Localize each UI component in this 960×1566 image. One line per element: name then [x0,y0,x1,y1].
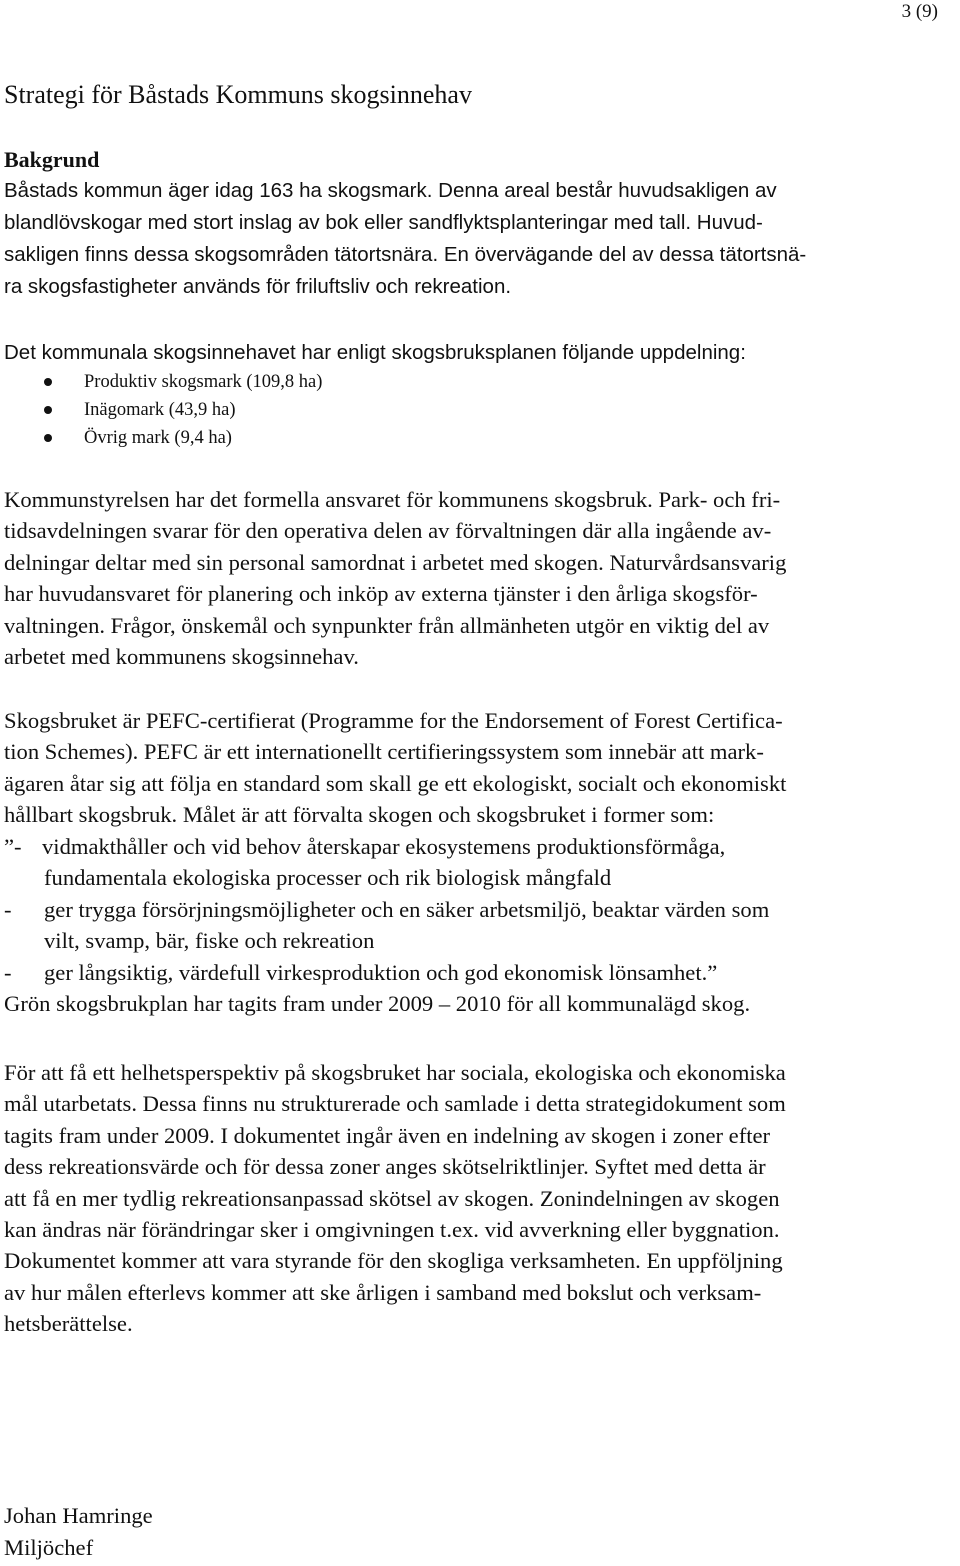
paragraph-line: delningar deltar med sin personal samordnat i arbetet med skogen. Naturvårdsansvarig [4,549,787,575]
signatory-role: Miljöchef [4,1535,94,1560]
paragraph-line: mål utarbetats. Dessa finns nu strukturerade och samlade i detta strategidokument som [4,1091,786,1117]
goal-text: vilt, svamp, bär, fiske och rekreation [44,928,375,954]
goal-item [4,831,959,894]
paragraph-line: dess rekreationsvärde och för dessa zoner anges skötselriktlinjer. Syftet med detta är [4,1154,766,1180]
page-number: 3 (9) [901,1,938,22]
paragraph-line: hetsberättelse. [4,1311,133,1337]
paragraph-line: arbetet med kommunens skogsinnehav. [4,644,359,670]
paragraph-line: tagits fram under 2009. I dokumentet ingår även en indelning av skogen i zoner efter [4,1122,771,1148]
goal-text: ger långsiktig, värdefull virkesproduktion och god ekonomisk lönsamhet.” [44,959,718,985]
paragraph-line: tidsavdelningen svarar för den operativa delen av förvaltningen där alla ingående av- [4,518,772,544]
signatory-name: Johan Hamringe [4,1503,153,1528]
paragraph-line: kan ändras när förändringar sker i omgivningen t.ex. vid avverkning eller byggnation. [4,1217,780,1243]
distribution-intro: Det kommunala skogsinnehavet har enligt skogsbruksplanen följande uppdelning: [4,341,746,364]
paragraph-line: ägaren åtar sig att följa en standard som skall ge ett ekologiskt, socialt och ekonomiskt [4,770,787,796]
paragraph-line: Dokumentet kommer att vara styrande för den skogliga verksamheten. En uppföljning [4,1248,783,1274]
list-item [0,424,322,452]
paragraph-line: hållbart skogsbruk. Målet är att förvalta skogen och skogsbruket i former som: [4,802,715,828]
goal-list [4,831,959,988]
paragraph-line: sakligen finns dessa skogsområden tätortsnära. En övervägande del av dessa tätortsnä- [4,243,807,266]
distribution-list [0,368,322,452]
goal-text: vidmakthåller och vid behov återskapar ekosystemens produktionsförmåga, [42,834,726,859]
paragraph-line: Skogsbruket är PEFC-certifierat (Programme for the Endorsement of Forest Certifica- [4,708,783,733]
pefc-paragraph [4,705,959,831]
goal-item [4,957,959,988]
paragraph-line: Båstads kommun äger idag 163 ha skogsmark. Denna areal består huvudsakligen av [4,179,777,202]
goal-item [4,894,959,957]
signature-block [4,1500,153,1564]
bullet-icon [44,378,52,386]
paragraph-line: För att få ett helhetsperspektiv på skogsbruket har sociala, ekologiska och ekonomiska [4,1060,786,1085]
responsibility-paragraph [4,484,959,672]
paragraph-line: har huvudansvaret för planering och inköp av externa tjänster i den årliga skogsför- [4,581,758,607]
goal-text: fundamentala ekologiska processer och rik biologisk mångfald [44,865,612,891]
list-item-text: Produktiv skogsmark (109,8 ha) [84,372,323,392]
background-paragraph [4,175,954,303]
goal-marker: - [4,959,12,985]
paragraph-line: ra skogsfastigheter används för friluftsliv och rekreation. [4,275,512,298]
goal-text: ger trygga försörjningsmöjligheter och en säker arbetsmiljö, beaktar värden som [44,896,770,922]
perspective-paragraph [4,1057,959,1340]
list-item [0,368,322,396]
list-item-text: Övrig mark (9,4 ha) [84,428,232,448]
paragraph-line: tion Schemes). PEFC är ett internationellt certifieringssystem som innebär att mark- [4,739,764,765]
document-title: Strategi för Båstads Kommuns skogsinnehav [4,80,472,109]
list-item-text: Inägomark (43,9 ha) [84,400,236,420]
goal-marker: ”- [4,834,22,859]
bullet-icon [44,434,52,442]
goal-marker: - [4,896,12,922]
bullet-icon [44,406,52,414]
list-item [0,396,322,424]
section-heading-background: Bakgrund [4,147,100,172]
paragraph-line: blandlövskogar med stort inslag av bok eller sandflyktsplanteringar med tall. Huvud- [4,211,763,234]
paragraph-line: Kommunstyrelsen har det formella ansvaret för kommunens skogsbruk. Park- och fri- [4,487,781,512]
plan-line: Grön skogsbrukplan har tagits fram under 2009 – 2010 för all kommunalägd skog. [4,991,751,1016]
paragraph-line: att få en mer tydlig rekreationsanpassad skötsel av skogen. Zonindelningen av skogen [4,1185,780,1211]
paragraph-line: valtningen. Frågor, önskemål och synpunkter från allmänheten utgör en viktig del av [4,612,770,638]
paragraph-line: av hur målen efterlevs kommer att ske årligen i samband med bokslut och verksam- [4,1279,762,1305]
